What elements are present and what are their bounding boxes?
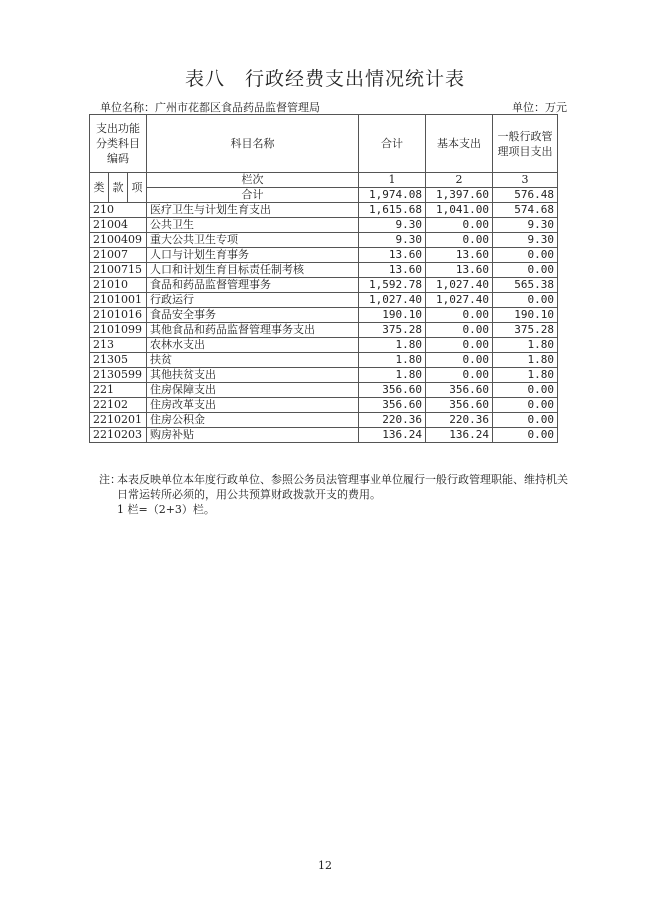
row-total: 356.60	[359, 383, 426, 398]
header-basic: 基本支出	[426, 115, 493, 173]
header-general: 一般行政管理项目支出	[493, 115, 558, 173]
total-general: 576.48	[493, 188, 558, 203]
table-row	[90, 233, 558, 248]
header-lanci: 栏次	[147, 173, 359, 188]
row-code: 21004	[90, 218, 147, 233]
row-name: 食品安全事务	[147, 308, 359, 323]
row-total: 375.28	[359, 323, 426, 338]
row-general: 565.38	[493, 278, 558, 293]
row-general: 574.68	[493, 203, 558, 218]
row-basic: 356.60	[426, 398, 493, 413]
header-lei: 类	[90, 173, 109, 203]
row-code: 2101016	[90, 308, 147, 323]
row-general: 375.28	[493, 323, 558, 338]
row-basic: 13.60	[426, 263, 493, 278]
row-code: 22102	[90, 398, 147, 413]
row-name: 扶贫	[147, 353, 359, 368]
row-basic: 136.24	[426, 428, 493, 443]
row-general: 0.00	[493, 293, 558, 308]
row-total: 9.30	[359, 218, 426, 233]
row-total: 1,027.40	[359, 293, 426, 308]
row-general: 0.00	[493, 413, 558, 428]
header-kuan: 款	[109, 173, 128, 203]
column-number-3: 3	[493, 173, 558, 188]
currency-unit: 单位：万元	[512, 101, 567, 114]
total-amount: 1,974.08	[359, 188, 426, 203]
row-code: 2100715	[90, 263, 147, 278]
table-row	[90, 368, 558, 383]
notes-line-2: 1 栏=（2+3）栏。	[117, 503, 215, 516]
row-code: 21007	[90, 248, 147, 263]
row-name: 农林水支出	[147, 338, 359, 353]
row-code: 221	[90, 383, 147, 398]
row-name: 住房公积金	[147, 413, 359, 428]
expenditure-table	[89, 114, 558, 443]
row-name: 其他扶贫支出	[147, 368, 359, 383]
table-row	[90, 278, 558, 293]
row-basic: 0.00	[426, 323, 493, 338]
total-basic: 1,397.60	[426, 188, 493, 203]
header-name: 科目名称	[147, 115, 359, 173]
table-row	[90, 248, 558, 263]
table-row	[90, 323, 558, 338]
page-title: 表八 行政经费支出情况统计表	[184, 68, 465, 90]
subheader-row	[90, 173, 558, 188]
row-code: 210	[90, 203, 147, 218]
notes-line-1: 本表反映单位本年度行政单位、参照公务员法管理事业单位履行一般行政管理职能、维持机关日常运转所必须的，用公共预算财政拨款开支的费用。	[117, 473, 568, 501]
header-xiang: 项	[128, 173, 147, 203]
header-code: 支出功能分类科目编码	[90, 115, 147, 173]
row-name: 人口与计划生育事务	[147, 248, 359, 263]
table-row	[90, 203, 558, 218]
row-total: 13.60	[359, 248, 426, 263]
row-general: 1.80	[493, 338, 558, 353]
row-general: 1.80	[493, 368, 558, 383]
table-row	[90, 293, 558, 308]
row-code: 2210203	[90, 428, 147, 443]
row-basic: 0.00	[426, 353, 493, 368]
row-basic: 1,027.40	[426, 278, 493, 293]
row-basic: 13.60	[426, 248, 493, 263]
row-basic: 0.00	[426, 368, 493, 383]
table-row	[90, 398, 558, 413]
header-total: 合计	[359, 115, 426, 173]
row-basic: 356.60	[426, 383, 493, 398]
row-general: 9.30	[493, 218, 558, 233]
row-total: 13.60	[359, 263, 426, 278]
row-name: 人口和计划生育目标责任制考核	[147, 263, 359, 278]
table-row	[90, 338, 558, 353]
header-row	[90, 115, 558, 173]
row-name: 住房保障支出	[147, 383, 359, 398]
row-total: 1,615.68	[359, 203, 426, 218]
row-general: 0.00	[493, 383, 558, 398]
table-row	[90, 428, 558, 443]
table-row	[90, 413, 558, 428]
row-total: 220.36	[359, 413, 426, 428]
row-name: 其他食品和药品监督管理事务支出	[147, 323, 359, 338]
table-row	[90, 263, 558, 278]
row-name: 医疗卫生与计划生育支出	[147, 203, 359, 218]
row-total: 9.30	[359, 233, 426, 248]
unit-name: 单位名称：广州市花都区食品药品监督管理局	[100, 101, 320, 114]
notes-label: 注：	[99, 473, 121, 486]
page-number: 12	[318, 859, 332, 872]
row-general: 1.80	[493, 353, 558, 368]
row-general: 0.00	[493, 263, 558, 278]
row-code: 2210201	[90, 413, 147, 428]
row-general: 0.00	[493, 428, 558, 443]
row-total: 356.60	[359, 398, 426, 413]
row-general: 0.00	[493, 248, 558, 263]
row-basic: 220.36	[426, 413, 493, 428]
table-row	[90, 383, 558, 398]
row-code: 213	[90, 338, 147, 353]
row-code: 21305	[90, 353, 147, 368]
row-general: 0.00	[493, 398, 558, 413]
row-basic: 0.00	[426, 338, 493, 353]
row-name: 购房补贴	[147, 428, 359, 443]
row-total: 190.10	[359, 308, 426, 323]
row-code: 2101001	[90, 293, 147, 308]
row-basic: 0.00	[426, 233, 493, 248]
notes	[99, 472, 569, 517]
row-total: 136.24	[359, 428, 426, 443]
row-basic: 1,041.00	[426, 203, 493, 218]
row-code: 21010	[90, 278, 147, 293]
total-row	[90, 188, 558, 203]
row-code: 2100409	[90, 233, 147, 248]
table-row	[90, 218, 558, 233]
row-total: 1,592.78	[359, 278, 426, 293]
row-total: 1.80	[359, 338, 426, 353]
total-label: 合计	[147, 188, 359, 203]
row-total: 1.80	[359, 368, 426, 383]
row-name: 行政运行	[147, 293, 359, 308]
row-code: 2130599	[90, 368, 147, 383]
row-name: 公共卫生	[147, 218, 359, 233]
row-name: 食品和药品监督管理事务	[147, 278, 359, 293]
table-row	[90, 308, 558, 323]
row-basic: 0.00	[426, 218, 493, 233]
column-number-2: 2	[426, 173, 493, 188]
row-basic: 0.00	[426, 308, 493, 323]
row-total: 1.80	[359, 353, 426, 368]
row-basic: 1,027.40	[426, 293, 493, 308]
table-row	[90, 353, 558, 368]
row-name: 重大公共卫生专项	[147, 233, 359, 248]
column-number-1: 1	[359, 173, 426, 188]
row-general: 190.10	[493, 308, 558, 323]
row-code: 2101099	[90, 323, 147, 338]
row-general: 9.30	[493, 233, 558, 248]
row-name: 住房改革支出	[147, 398, 359, 413]
